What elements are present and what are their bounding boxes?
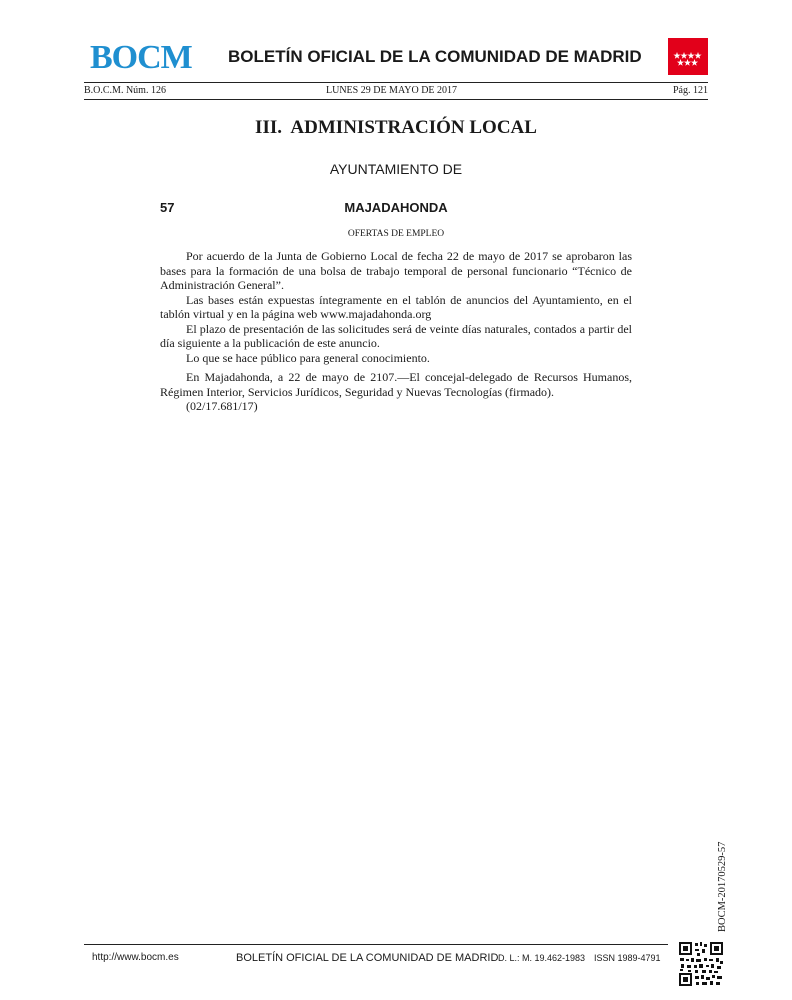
legal-deposit: D. L.: M. 19.462-1983 (498, 953, 586, 963)
document-id: BOCM-20170529-57 (717, 841, 728, 932)
publication-title: BOLETÍN OFICIAL DE LA COMUNIDAD DE MADRID (228, 47, 642, 66)
paragraph: Las bases están expuestas íntegramente en el tablón de anuncios del Ayuntamiento, en el tablón virtual y en la página web www.majadahonda.org (160, 292, 632, 321)
footer-rule (84, 944, 668, 945)
document-reference: (02/17.681/17) (186, 399, 258, 413)
paragraph: El plazo de presentación de las solicitudes será de veinte días naturales, contados a partir del día siguiente a la publicación de este anuncio. (160, 321, 632, 350)
announcement-subheading: OFERTAS DE EMPLEO (347, 229, 445, 239)
bocm-logo: BOCM (90, 39, 192, 76)
header-rule-bottom (84, 99, 708, 100)
entity-type: AYUNTAMIENTO DE (329, 161, 463, 177)
qr-code-icon (678, 941, 724, 987)
footer-url[interactable]: http://www.bocm.es (92, 952, 179, 963)
paragraph: Lo que se hace público para general conocimiento. (186, 350, 430, 365)
municipality-name: MAJADAHONDA (344, 200, 448, 215)
issue-number: B.O.C.M. Núm. 126 (84, 85, 166, 96)
document-id-vertical (712, 828, 730, 932)
madrid-flag-icon (668, 38, 708, 75)
page-number: Pág. 121 (673, 85, 708, 96)
signature-line: En Majadahonda, a 22 de mayo de 2107.—El concejal-delegado de Recursos Humanos, Régimen Interior, Servicios Jurídicos, Seguridad y Nuevas Tecnologías (firmado). (160, 370, 632, 399)
paragraph: Por acuerdo de la Junta de Gobierno Local de fecha 22 de mayo de 2017 se aprobaron las bases para la formación de una bolsa de trabajo temporal de personal funcionario “Técnico de Administración General”. (160, 249, 632, 292)
announcement-body (160, 249, 632, 414)
section-heading: III. ADMINISTRACIÓN LOCAL (255, 117, 537, 138)
announcement-number: 57 (160, 200, 175, 215)
footer-title: BOLETÍN OFICIAL DE LA COMUNIDAD DE MADRID (236, 952, 499, 964)
header-rule-top (84, 82, 708, 83)
issue-date: LUNES 29 DE MAYO DE 2017 (326, 85, 458, 96)
issn: ISSN 1989-4791 (594, 953, 661, 963)
